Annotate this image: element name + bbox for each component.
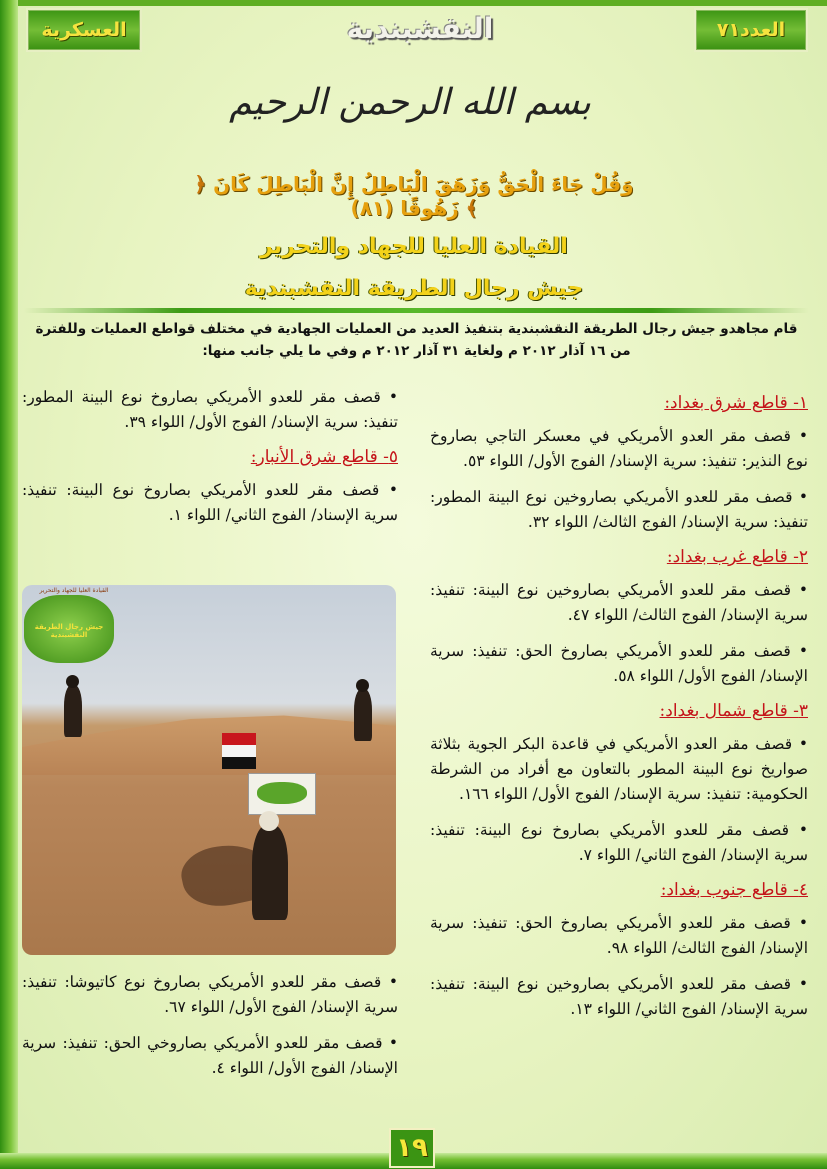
intro-paragraph: قام مجاهدو جيش رجال الطريقة النقشبندية بتنفيذ العديد من العمليات الجهادية في مختلف قواطع العمليات وللفترة من ١٦ آذار ٢٠١٢ م ولغاية ٣١ آذار ٢٠١٢ م وفي ما يلي جانب منها:	[35, 321, 798, 359]
org-title-2: جيش رجال الطريقة النقشبندية	[244, 276, 584, 301]
section-heading: ٢- قاطع غرب بغداد:	[666, 547, 808, 567]
iraqi-flag	[222, 733, 256, 769]
operation-item: • قصف مقر للعدو الأمريكي بصاروخي الحق: تنفيذ: سرية الإسناد/ الفوج الأول/ اللواء ٤.	[22, 1031, 398, 1081]
section-tag: العسكرية	[26, 8, 142, 52]
operation-item: • قصف مقر العدو الأمريكي في قاعدة البكر الجوية بثلاثة صواريخ نوع البينة المطور بالتعاون مع أفراد من الشرطة الحكومية: تنفيذ: سرية الإسناد/ الفوج الأول/ اللواء ١٦٦.	[430, 732, 808, 807]
operation-item: • قصف مقر للعدو الأمريكي بصاروخين نوع البينة المطور: تنفيذ: سرية الإسناد/ الفوج الثالث/ اللواء ٣٢.	[430, 485, 808, 535]
banner	[248, 773, 316, 815]
divider	[24, 308, 809, 313]
org-title-1: القيادة العليا للجهاد والتحرير	[260, 234, 568, 259]
fighter-figure	[354, 689, 372, 741]
fighters-photo	[22, 585, 396, 955]
operation-item: • قصف مقر للعدو الأمريكي بصاروخ نوع كاتيوشا: تنفيذ: سرية الإسناد/ الفوج الأول/ اللواء ٦٧.	[22, 970, 398, 1020]
section-heading: ٣- قاطع شمال بغداد:	[659, 701, 808, 721]
fighter-head	[356, 679, 369, 692]
basmala: بسم الله الرحمن الرحيم	[229, 82, 591, 123]
fighter-head	[259, 811, 279, 831]
operation-item: • قصف مقر للعدو الأمريكي بصاروخ نوع البينة: تنفيذ: سرية الإسناد/ الفوج الثاني/ اللواء ٧.	[430, 818, 808, 868]
quran-verse: ﴿ وَقُلْ جَاءَ الْحَقُّ وَزَهَقَ الْبَاطِلُ إِنَّ الْبَاطِلَ كَانَ زَهُوقًا (٨١) ﴾	[194, 172, 634, 220]
operation-item: • قصف مقر للعدو الأمريكي بصاروخ نوع البينة: تنفيذ: سرية الإسناد/ الفوج الثاني/ اللواء ١.	[22, 478, 398, 528]
operation-item: • قصف مقر للعدو الأمريكي بصاروخين نوع البينة: تنفيذ: سرية الإسناد/ الفوج الثاني/ اللواء ١٣.	[430, 972, 808, 1022]
operation-item: • قصف مقر للعدو الأمريكي بصاروخ الحق: تنفيذ: سرية الإسناد/ الفوج الثالث/ اللواء ٩٨.	[430, 911, 808, 961]
emblem-caption: القيادة العليا للجهاد والتحرير	[39, 587, 109, 594]
left-column-top	[22, 385, 398, 539]
issue-tag: العدد٧١	[694, 8, 808, 52]
operation-item: • قصف مقر للعدو الأمريكي بصاروخ الحق: تنفيذ: سرية الإسناد/ الفوج الأول/ اللواء ٥٨.	[430, 639, 808, 689]
operation-item: • قصف مقر العدو الأمريكي في معسكر التاجي بصاروخ نوع النذير: تنفيذ: سرية الإسناد/ الفوج الأول/ اللواء ٥٣.	[430, 424, 808, 474]
fighter-head	[66, 675, 79, 688]
fighter-figure	[64, 685, 82, 737]
masthead-title: النقشبندية	[346, 12, 494, 45]
page-number: ١٩	[389, 1128, 435, 1168]
emblem-text: جيش رجال الطريقة النقشبندية	[34, 623, 104, 639]
right-column	[430, 392, 808, 1033]
top-frame	[0, 0, 827, 6]
operation-item: • قصف مقر للعدو الأمريكي بصاروخ نوع البينة المطور: تنفيذ: سرية الإسناد/ الفوج الأول/ اللواء ٣٩.	[22, 385, 398, 435]
fighter-figure	[252, 825, 288, 920]
section-heading: ٥- قاطع شرق الأنبار:	[250, 447, 398, 467]
left-frame	[0, 0, 18, 1169]
operation-item: • قصف مقر للعدو الأمريكي بصاروخين نوع البينة: تنفيذ: سرية الإسناد/ الفوج الثالث/ اللواء ٤٧.	[430, 578, 808, 628]
section-heading: ١- قاطع شرق بغداد:	[664, 393, 808, 413]
left-column-bottom	[22, 970, 398, 1092]
section-heading: ٤- قاطع جنوب بغداد:	[660, 880, 808, 900]
